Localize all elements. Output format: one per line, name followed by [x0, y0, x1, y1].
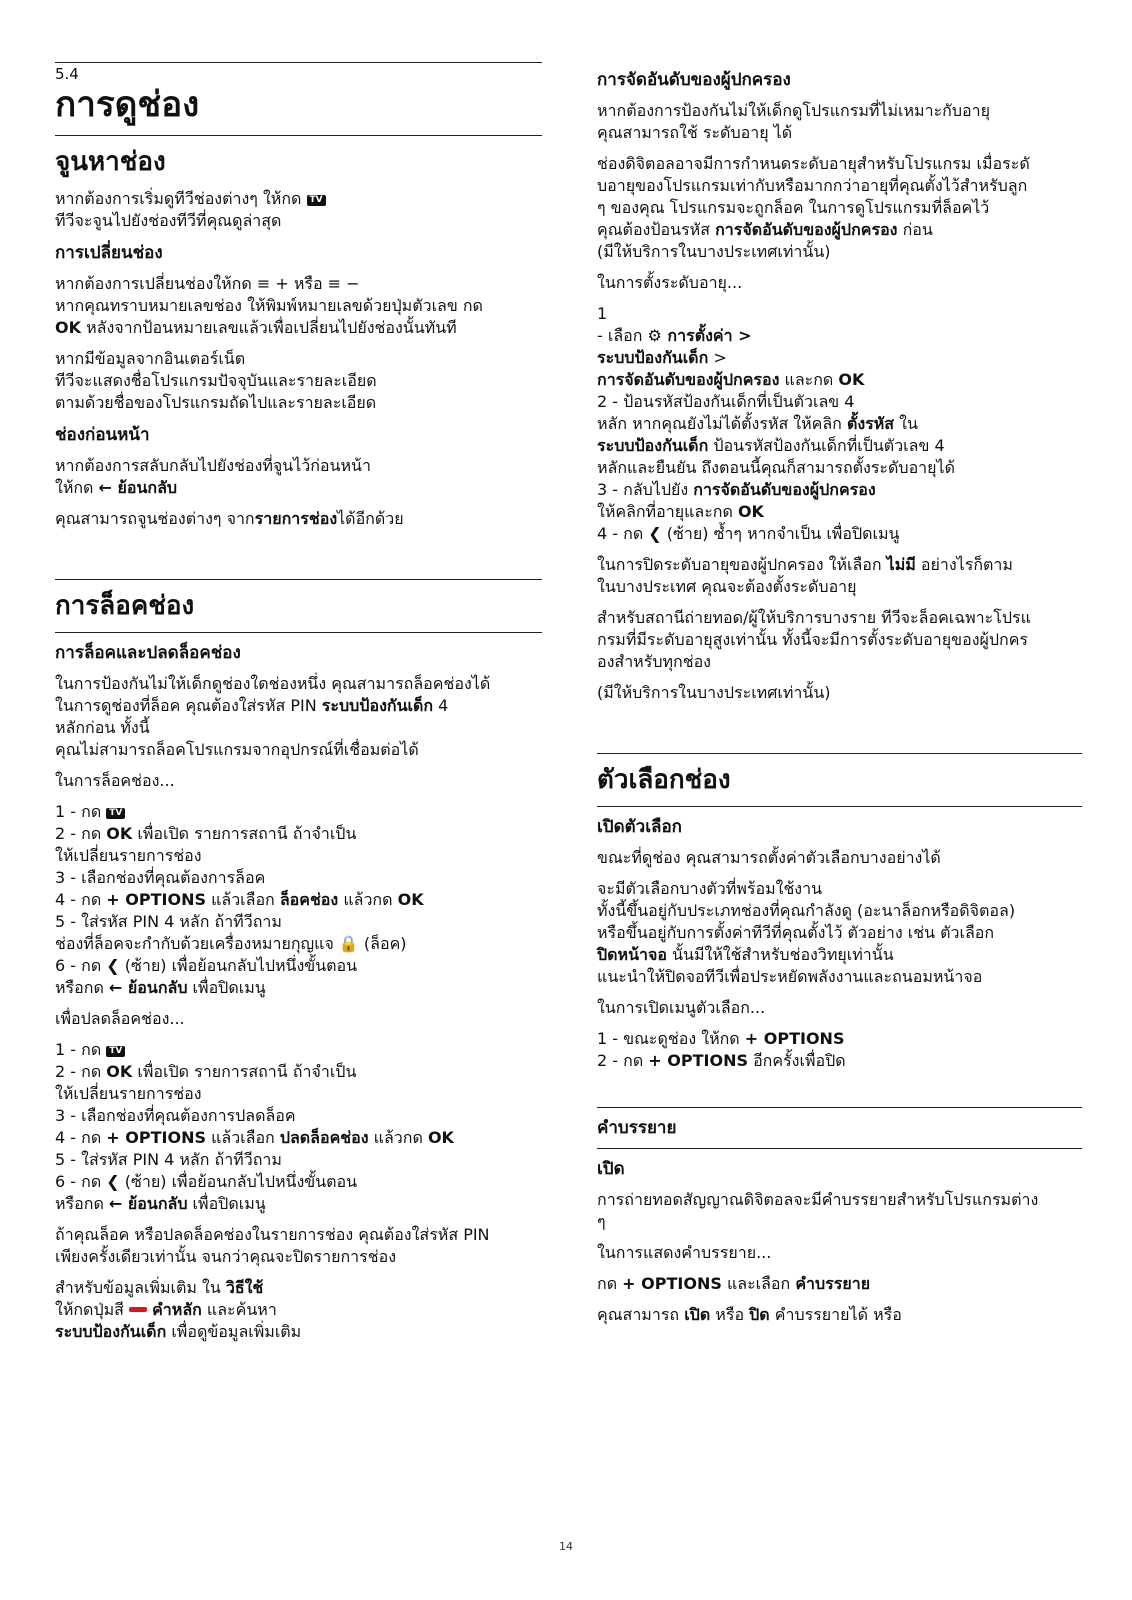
right-column [597, 68, 1082, 1335]
heading-rule [55, 579, 542, 580]
parental-detail: ช่องดิจิตอลอาจมีการกำหนดระดับอายุสำหรับโปรแกรม เมื่อระดั บอายุของโปรแกรมเท่ากับหรือมากกว่าอายุที่คุณตั้งไว้สำหรับลูก ๆ ของคุณ โปรแกรมจะถูกล็อค ในการดูโปรแกรมที่ล็อคไว้ คุณต้องป้อนรหัส การจัดอันดับของผู้ปกครอง ก่อน (มีให้บริการในบางประเทศเท่านั้น) [597, 154, 1030, 261]
red-key-icon [129, 1307, 147, 1312]
unlock-steps: 1 - กด TV 2 - กด OK เพื่อเปิด รายการสถานี ถ้าจำเป็น ให้เปลี่ยนรายการช่อง 3 - เลือกช่องที่คุณต้องการปลดล็อค 4 - กด + OPTIONS แล้วเลือก ปลดล็อคช่อง แล้วกด OK 5 - ใส่รหัส PIN 4 หลัก ถ้าทีวีถาม 6 - กด ❮ (ซ้าย) เพื่อย้อนกลับไปหนึ่งขั้นตอน หรือกด ← ย้อนกลับ เพื่อปิดเมนู [55, 1040, 454, 1213]
subheading-rule [55, 632, 542, 633]
internet-info-text: หากมีข้อมูลจากอินเตอร์เน็ต ทีวีจะแสดงชื่อโปรแกรมปัจจุบันและรายละเอียด ตามด้วยชื่อของโปรแกรมถัดไปและรายละเอียด [55, 349, 377, 412]
to-unlock-text: เพื่อปลดล็อคช่อง... [55, 1009, 185, 1028]
lock-icon-text: ช่องที่ล็อคจะกำกับด้วยเครื่องหมายกุญแจ 🔒 (ล็อค) [55, 934, 407, 953]
lock-heading: การล็อคช่อง [55, 591, 195, 621]
tv-key-icon: TV [307, 195, 326, 206]
back-key: ← ย้อนกลับ [98, 478, 178, 497]
heading-rule [597, 753, 1082, 754]
options-intro: ขณะที่ดูช่อง คุณสามารถตั้งค่าตัวเลือกบางอย่างได้ [597, 848, 941, 867]
more-info: สำหรับข้อมูลเพิ่มเติม ใน วิธีใช้ ให้กดปุ่มสี คำหลัก และค้นหา ระบบป้องกันเด็ก เพื่อดูข้อมูลเพิ่มเติม [55, 1278, 302, 1341]
tv-key-icon: TV [106, 808, 125, 819]
page-title: การดูช่อง [55, 85, 200, 125]
tuning-heading: จูนหาช่อง [55, 147, 166, 177]
subtitles-step: กด + OPTIONS และเลือก คำบรรยาย [597, 1274, 871, 1293]
open-options-heading: เปิดตัวเลือก [597, 817, 682, 837]
parental-intro: หากต้องการป้องกันไม่ให้เด็กดูโปรแกรมที่ไม่เหมาะกับอายุ คุณสามารถใช้ ระดับอายุ ได้ [597, 101, 990, 142]
lock-unlock-heading: การล็อคและปลดล็อคช่อง [55, 643, 241, 663]
previous-channel-text: หากต้องการสลับกลับไปยังช่องที่จูนไว้ก่อนหน้า ให้กด ← ย้อนกลับ [55, 456, 371, 497]
change-channel-text: หากต้องการเปลี่ยนช่องให้กด ≡ + หรือ ≡ − หากคุณทราบหมายเลขช่อง ให้พิมพ์หมายเลขด้วยปุ่มตัวเลข กด OK หลังจากป้อนหมายเลขแล้วเพื่อเปลี่ยนไปยังช่องนั้นทันที [55, 274, 483, 337]
subtitles-toggle-text: คุณสามารถ เปิด หรือ ปิด คำบรรยายได้ หรือ [597, 1305, 902, 1324]
subtitles-intro: การถ่ายทอดสัญญาณดิจิตอลจะมีคำบรรยายสำหรับโปรแกรมต่าง ๆ [597, 1190, 1039, 1231]
to-lock-text: ในการล็อคช่อง... [55, 771, 175, 790]
channel-list-text: คุณสามารถจูนช่องต่างๆ จากรายการช่องได้อีกด้วย [55, 509, 404, 528]
parental-rating-heading: การจัดอันดับของผู้ปกครอง [597, 70, 791, 90]
section-rule [55, 62, 542, 63]
availability-note: (มีให้บริการในบางประเทศเท่านั้น) [597, 683, 831, 702]
channel-options-heading: ตัวเลือกช่อง [597, 765, 731, 795]
subtitles-on-heading: เปิด [597, 1159, 625, 1179]
subtitles-heading: คำบรรยาย [597, 1118, 677, 1138]
subheading-rule [597, 1107, 1082, 1108]
change-channel-heading: การเปลี่ยนช่อง [55, 243, 163, 263]
lock-steps: 1 - กด TV 2 - กด OK เพื่อเปิด รายการสถานี ถ้าจำเป็น ให้เปลี่ยนรายการช่อง 3 - เลือกช่องที่คุณต้องการล็อค 4 - กด + OPTIONS แล้วเลือก ล็อคช่อง แล้วกด OK 5 - ใส่รหัส PIN 4 หลัก ถ้าทีวีถาม ช่องที่ล็อคจะกำกับด้วยเครื่องหมายกุญแจ 🔒 (ล็อค) 6 - กด ❮ (ซ้าย) เพื่อย้อนกลับไปหนึ่งขั้นตอน หรือกด ← ย้อนกลับ เพื่อปิดเมนู [55, 802, 424, 997]
tuning-intro: หากต้องการเริ่มดูทีวีช่องต่างๆ ให้กด TV ทีวีจะจูนไปยังช่องทีวีที่คุณดูล่าสุด [55, 188, 542, 232]
to-set-age-text: ในการตั้งระดับอายุ... [597, 273, 743, 292]
turn-off-age-text: ในการปิดระดับอายุของผู้ปกครอง ให้เลือก ไม่มี อย่างไรก็ตาม ในบางประเทศ คุณจะต้องตั้งระดับอายุ [597, 555, 1013, 596]
subheading-rule [597, 1148, 1082, 1149]
left-column [55, 62, 542, 1352]
age-steps: 1 - เลือก ⚙ การตั้งค่า > ระบบป้องกันเด็ก > การจัดอันดับของผู้ปกครอง และกด OK 2 - ป้อนรหัสป้องกันเด็กที่เป็นตัวเลข 4 หลัก หากคุณยังไม่ได้ตั้งรหัส ให้คลิก ตั้งรหัส ใน ระบบป้องกันเด็ก ป้อนรหัสป้องกันเด็กที่เป็นตัวเลข 4 หลักและยืนยัน ถึงตอนนี้คุณก็สามารถตั้งระดับอายุได้ 3 - กลับไปยัง การจัดอันดับของผู้ปกครอง ให้คลิกที่อายุและกด OK 4 - กด ❮ (ซ้าย) ซ้ำๆ หากจำเป็น เพื่อปิดเมนู [597, 304, 955, 543]
show-subtitles-text: ในการแสดงคำบรรยาย... [597, 1243, 772, 1262]
pin-note: ถ้าคุณล็อค หรือปลดล็อคช่องในรายการช่อง คุณต้องใส่รหัส PIN เพียงครั้งเดียวเท่านั้น จนกว่าคุณจะปิดรายการช่อง [55, 1225, 490, 1266]
heading-rule [55, 135, 542, 136]
section-number: 5.4 [55, 65, 79, 83]
subheading-rule [597, 806, 1082, 807]
previous-channel-heading: ช่องก่อนหน้า [55, 425, 150, 445]
page-number: 14 [559, 1540, 573, 1553]
options-detail: จะมีตัวเลือกบางตัวที่พร้อมใช้งาน ทั้งนี้ขึ้นอยู่กับประเภทช่องที่คุณกำลังดู (อะนาล็อกหรือดิจิตอล) หรือขึ้นอยู่กับการตั้งค่าทีวีที่คุณตั้งไว้ ตัวอย่าง เช่น ตัวเลือก ปิดหน้าจอ นั้นมีให้ใช้สำหรับช่องวิทยุเท่านั้น แนะนำให้ปิดจอทีวีเพื่อประหยัดพลังงานและถนอมหน้าจอ [597, 879, 1016, 986]
settings-path: ⚙ การตั้งค่า > [647, 326, 752, 345]
broadcaster-note: สำหรับสถานีถ่ายทอด/ผู้ให้บริการบางราย ทีวีจะล็อคเฉพาะโปรแ กรมที่มีระดับอายุสูงเท่านั้น ทั้งนี้จะมีการตั้งระดับอายุของผู้ปกคร องสำหรับทุกช่อง [597, 608, 1031, 671]
tv-key-icon: TV [106, 1046, 125, 1057]
lock-intro: ในการป้องกันไม่ให้เด็กดูช่องใดช่องหนึ่ง คุณสามารถล็อคช่องได้ ในการดูช่องที่ล็อค คุณต้องใส่รหัส PIN ระบบป้องกันเด็ก 4 หลักก่อน ทั้งนี้ คุณไม่สามารถล็อคโปรแกรมจากอุปกรณ์ที่เชื่อมต่อได้ [55, 674, 491, 759]
to-open-options-text: ในการเปิดเมนูตัวเลือก... [597, 998, 766, 1017]
options-steps: 1 - ขณะดูช่อง ให้กด + OPTIONS 2 - กด + OPTIONS อีกครั้งเพื่อปิด [597, 1029, 846, 1070]
